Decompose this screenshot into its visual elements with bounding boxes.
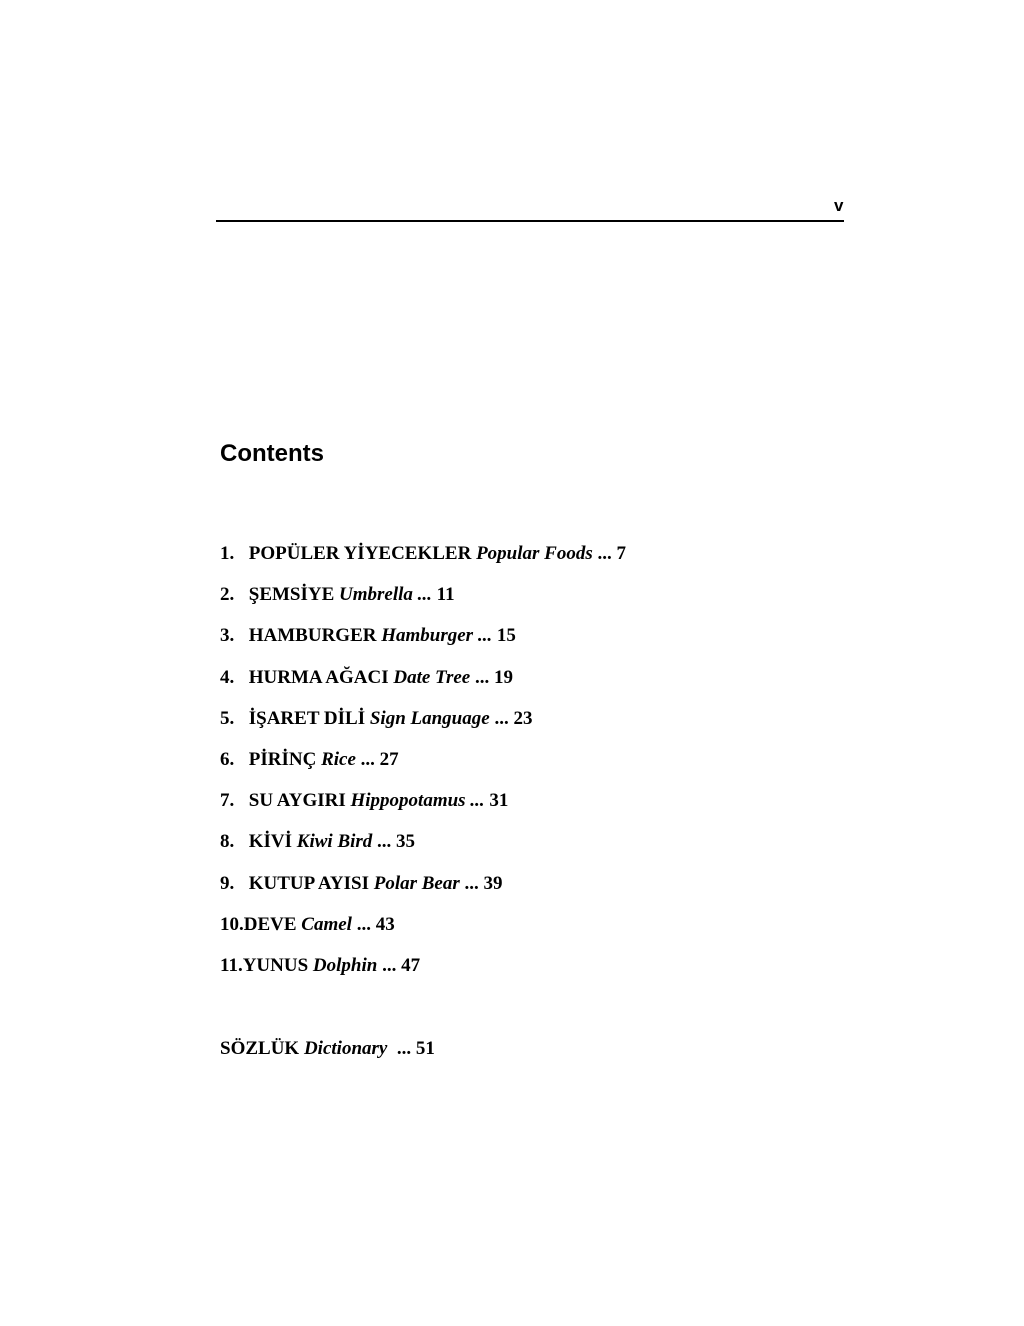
toc-entry-english-title: Hippopotamus ... [350, 790, 485, 812]
toc-entry-turkish-title: POPÜLER YİYECEKLER [248, 543, 472, 564]
toc-entry[interactable] [220, 706, 626, 747]
toc-entry-turkish-title: DEVE [243, 913, 297, 935]
toc-entry-page: ... 47 [382, 954, 421, 976]
toc-entry[interactable] [220, 871, 626, 912]
toc-entry-english-title: Hamburger ... [381, 625, 493, 647]
toc-entry-page: ... 27 [360, 748, 399, 770]
toc-entry-english-title: Rice [321, 748, 356, 770]
toc-entry-number: 1. [220, 543, 235, 564]
toc-entry[interactable] [220, 541, 626, 582]
toc-entry-page: ... 43 [356, 913, 395, 935]
toc-entry-number: 6. [220, 748, 235, 770]
toc-entry[interactable] [220, 623, 626, 664]
dictionary-page: ... 51 [396, 1038, 435, 1059]
toc-entry-page: ... 35 [377, 831, 416, 853]
toc-entry-turkish-title: HAMBURGER [248, 625, 377, 647]
toc-entry-english-title: Kiwi Bird [296, 831, 373, 853]
toc-entry-number: 7. [220, 790, 235, 812]
page-number: v [834, 196, 844, 215]
toc-entry-page: 11 [436, 584, 455, 606]
toc-entry[interactable] [220, 953, 626, 994]
toc-entry-number: 5. [220, 707, 235, 729]
toc-entry-page: ... 23 [494, 707, 533, 729]
header-rule [216, 220, 844, 222]
toc-entry-number: 4. [220, 666, 235, 688]
toc-entry-page: 31 [489, 790, 509, 812]
toc-entry-english-title: Dolphin [312, 954, 378, 976]
toc-entry-english-title: Camel [301, 913, 352, 935]
toc-entry-number: 11. [220, 954, 243, 976]
toc-entry-page: ... 19 [474, 666, 513, 688]
toc-entry-english-title: Date Tree [393, 666, 471, 688]
toc-entry[interactable] [220, 582, 626, 623]
toc-entry-english-title: Polar Bear [373, 872, 460, 894]
dictionary-english-title: Dictionary [303, 1038, 388, 1059]
toc-entry-number: 10. [220, 913, 244, 935]
toc-entry-turkish-title: ŞEMSİYE [248, 584, 335, 606]
toc-entry-english-title: Popular Foods [476, 543, 593, 564]
toc-entry-number: 9. [220, 872, 235, 894]
toc-entry-turkish-title: SU AYGIRI [248, 790, 346, 812]
toc-entry[interactable] [220, 912, 626, 953]
toc-entry-page: 15 [496, 625, 516, 647]
toc-entry-turkish-title: YUNUS [242, 954, 309, 976]
toc-entry-page: ... 39 [464, 872, 503, 894]
contents-title: Contents [220, 440, 324, 467]
toc-entry[interactable] [220, 829, 626, 870]
toc-entry-turkish-title: KUTUP AYISI [248, 872, 369, 894]
toc-entry[interactable] [220, 665, 626, 706]
dictionary-entry[interactable] [220, 1036, 435, 1062]
toc-entry-number: 2. [220, 584, 235, 606]
toc-entry-english-title: Sign Language [369, 707, 490, 729]
toc-entry[interactable] [220, 747, 626, 788]
toc-entry-number: 3. [220, 625, 235, 647]
toc-entry-turkish-title: İŞARET DİLİ [248, 707, 366, 729]
toc-entry[interactable] [220, 788, 626, 829]
toc-entry-page: ... 7 [597, 543, 626, 564]
dictionary-turkish-title: SÖZLÜK [220, 1038, 300, 1059]
toc-entry-number: 8. [220, 831, 235, 853]
toc-list [220, 541, 626, 994]
toc-entry-english-title: Umbrella ... [339, 584, 432, 606]
toc-entry-turkish-title: HURMA AĞACI [248, 666, 389, 688]
toc-entry-turkish-title: KİVİ [248, 831, 293, 853]
toc-entry-turkish-title: PİRİNÇ [248, 748, 317, 770]
